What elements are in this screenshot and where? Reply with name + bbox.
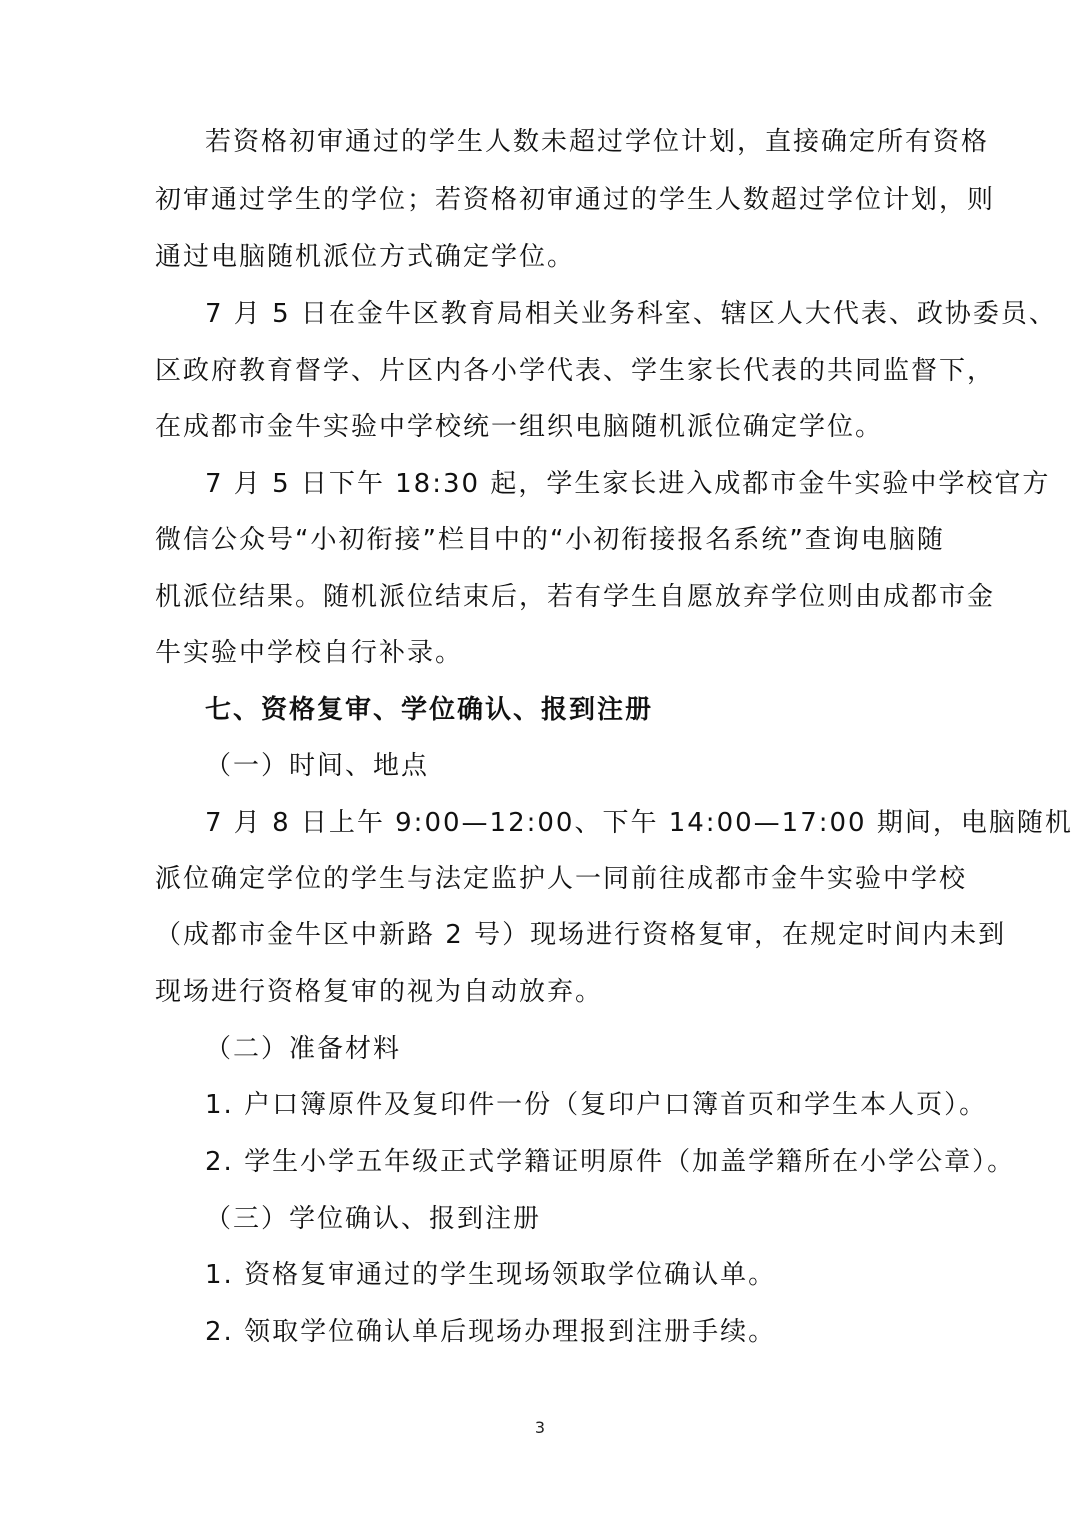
subsection-heading: （一）时间、地点 [205, 751, 430, 781]
paragraph-line: 派位确定学位的学生与法定监护人一同前往成都市金牛实验中学校 [155, 864, 968, 894]
paragraph-line: 7 月 8 日上午 9:00—12:00、下午 14:00—17:00 期间，电脑随机 [205, 808, 1073, 838]
paragraph-line: 现场进行资格复审的视为自动放弃。 [155, 977, 604, 1007]
paragraph-line: 若资格初审通过的学生人数未超过学位计划，直接确定所有资格 [205, 127, 990, 157]
subsection-heading: （二）准备材料 [205, 1034, 402, 1064]
paragraph-line: 机派位结果。随机派位结束后，若有学生自愿放弃学位则由成都市金 [155, 582, 996, 612]
paragraph-line: 牛实验中学校自行补录。 [155, 638, 464, 668]
list-item: 2. 领取学位确认单后现场办理报到注册手续。 [205, 1317, 777, 1347]
paragraph-line: 通过电脑随机派位方式确定学位。 [155, 242, 576, 272]
paragraph-line: 7 月 5 日下午 18:30 起，学生家长进入成都市金牛实验中学校官方 [205, 469, 1051, 499]
section-heading: 七、资格复审、学位确认、报到注册 [205, 695, 654, 725]
paragraph-line: 初审通过学生的学位；若资格初审通过的学生人数超过学位计划，则 [155, 185, 996, 215]
paragraph-line: 7 月 5 日在金牛区教育局相关业务科室、辖区人大代表、政协委员、 [205, 299, 1057, 329]
paragraph-line: 区政府教育督学、片区内各小学代表、学生家长代表的共同监督下， [155, 356, 996, 386]
list-item: 1. 户口簿原件及复印件一份（复印户口簿首页和学生本人页）。 [205, 1090, 988, 1120]
list-item: 2. 学生小学五年级正式学籍证明原件（加盖学籍所在小学公章）。 [205, 1147, 1016, 1177]
subsection-heading: （三）学位确认、报到注册 [205, 1204, 542, 1234]
paragraph-line: 微信公众号“小初衔接”栏目中的“小初衔接报名系统”查询电脑随 [155, 525, 945, 555]
page-number: 3 [534, 1418, 546, 1437]
list-item: 1. 资格复审通过的学生现场领取学位确认单。 [205, 1260, 777, 1290]
paragraph-line: 在成都市金牛实验中学校统一组织电脑随机派位确定学位。 [155, 412, 884, 442]
paragraph-line: （成都市金牛区中新路 2 号）现场进行资格复审，在规定时间内未到 [155, 920, 1007, 950]
